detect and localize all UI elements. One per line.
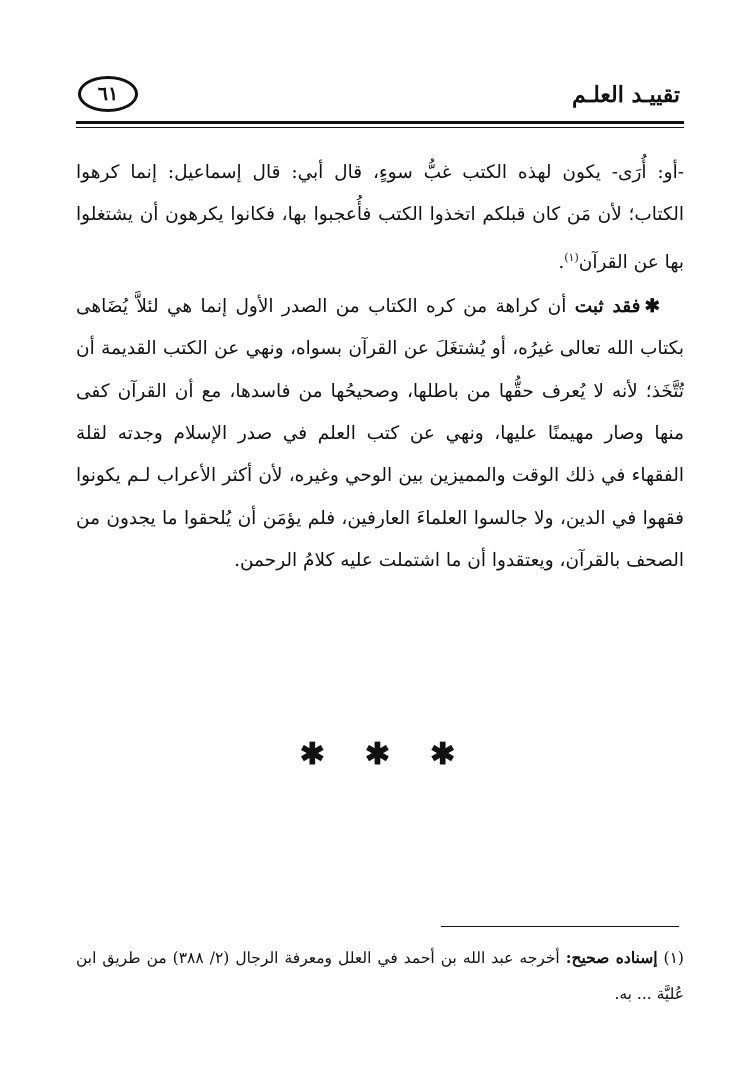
paragraph-1-end: . <box>558 251 565 273</box>
footnote <box>76 940 684 1012</box>
paragraph-2-text: أن كراهة من كره الكتاب من الصدر الأول إنما هي لئلاَّ يُضَاهى بكتاب الله تعالى غيرُه، أو يُشتغَلَ عن القرآن بسواه، ونهي عن الكتب القديمة أن تُتَّخَذ؛ لأنه لا يُعرف حقُّها من باطلها، وصحيحُها من فاسدها، مع أن القرآن كفى منها وصار مهيمنًا عليها، ونهي عن كتب العلم في صدر الإسلام وجدته لقلة الفقهاء في ذلك الوقت والمميزين بين الوحي وغيره، لأن أكثر الأعراب لـم يكونوا فقهوا في الدين، ولا جالسوا العلماءَ العارفين، فلم يؤمَن أن يُلحقوا ما يجدون من الصحف بالقرآن، ويعتقدوا أن ما اشتملت عليه كلامُ الرحمن. <box>76 296 684 571</box>
paragraph-star-icon: ✱ <box>644 296 660 318</box>
header-rule-thick <box>76 121 684 124</box>
section-separator <box>0 737 755 772</box>
footnote-label: إسناده صحيح: <box>565 948 658 967</box>
footnote-reference[interactable]: (١) <box>564 250 579 264</box>
page-number <box>78 76 138 112</box>
footnote-rule <box>441 926 679 927</box>
header-rule-thin <box>76 127 684 128</box>
footnote-number: (١) <box>663 949 684 967</box>
separator-star-icon: ✱ <box>299 737 325 772</box>
paragraph-1-text: -أو: أُرَى- يكون لهذه الكتب غبُّ سوءٍ، قال أبي: قال إسماعيل: إنما كرهوا الكتاب؛ لأن مَن كان قبلكم اتخذوا الكتب فأُعجبوا بها، فكانوا يكرهون أن يشتغلوا بها عن القرآن <box>76 162 684 273</box>
page-header <box>78 72 684 120</box>
footnote-text: أخرجه عبد الله بن أحمد في العلل ومعرفة الرجال (٢/ ٣٨٨) من طريق ابن عُليَّة ... به. <box>76 949 684 1003</box>
page-number-text: ٦١ <box>97 83 119 105</box>
main-text <box>76 152 684 582</box>
paragraph-2-lead: فقد ثبت <box>574 296 641 318</box>
separator-star-icon: ✱ <box>364 737 391 772</box>
paragraph-2 <box>76 286 684 582</box>
separator-star-icon: ✱ <box>430 737 456 772</box>
paragraph-1 <box>76 152 684 284</box>
running-title: تقييـد العلـم <box>572 82 680 108</box>
